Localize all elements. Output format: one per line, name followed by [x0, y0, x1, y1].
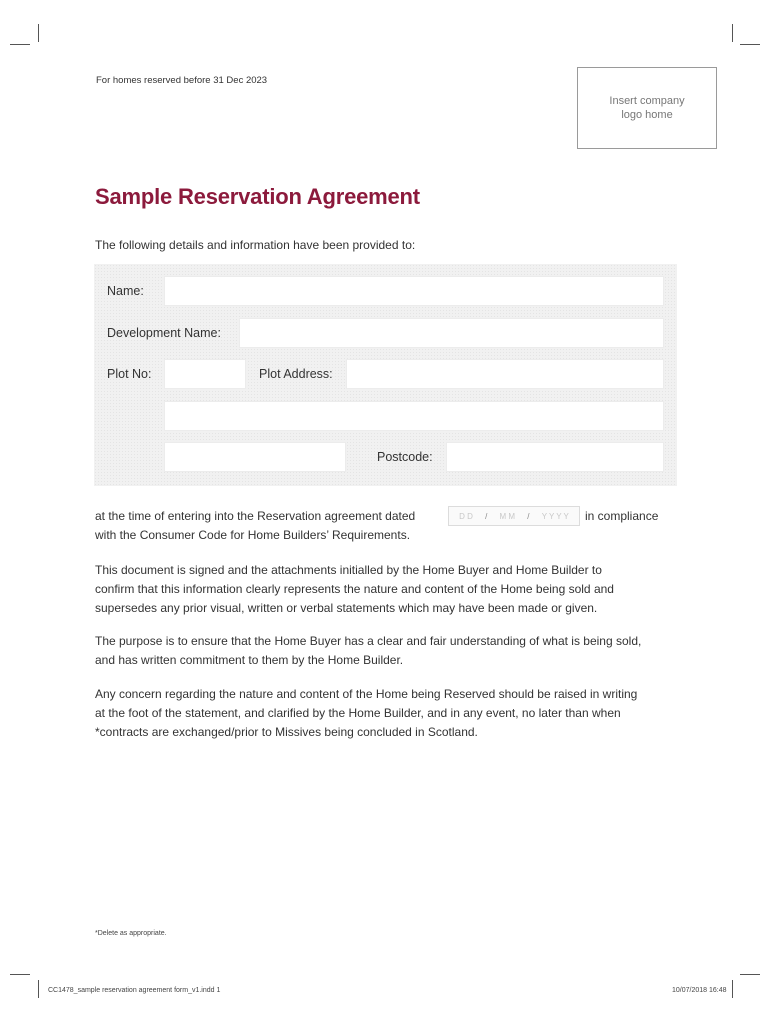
paragraph-1-line3: supersedes any prior visual, written or verbal statements which may have been made or given. — [95, 601, 598, 615]
plot-address-line1-field[interactable] — [346, 359, 664, 389]
date-separator: / — [485, 511, 488, 521]
footnote: *Delete as appropriate. — [95, 930, 167, 937]
header-note: For homes reserved before 31 Dec 2023 — [96, 75, 268, 86]
plot-address-line2-field[interactable] — [164, 401, 664, 431]
logo-placeholder — [577, 67, 717, 149]
paragraph-1-line2: confirm that this information clearly represents the nature and content of the Home being sold and — [95, 582, 614, 596]
crop-mark — [38, 980, 39, 998]
paragraph-3-line2: at the foot of the statement, and clarified by the Home Builder, and in any event, no later than when — [95, 706, 621, 720]
development-name-label: Development Name: — [107, 326, 221, 340]
name-label: Name: — [107, 284, 144, 298]
crop-mark — [38, 24, 39, 42]
intro-text: The following details and information have been provided to: — [95, 238, 416, 252]
date-sentence-line1-end: in compliance — [585, 509, 659, 523]
development-name-field[interactable] — [239, 318, 664, 348]
logo-placeholder-line1: Insert company — [609, 95, 685, 107]
print-slug-timestamp: 10/07/2018 16:48 — [672, 987, 727, 994]
logo-placeholder-line2: logo home — [621, 109, 673, 121]
date-separator: / — [527, 511, 530, 521]
plot-address-line3-field[interactable] — [164, 442, 346, 472]
plot-no-field[interactable] — [164, 359, 246, 389]
date-month-placeholder: M M — [499, 511, 516, 521]
paragraph-3-line3: *contracts are exchanged/prior to Missives being concluded in Scotland. — [95, 725, 478, 739]
crop-mark — [10, 44, 30, 45]
date-sentence-line2: with the Consumer Code for Home Builders’ Requirements. — [95, 528, 411, 542]
name-field[interactable] — [164, 276, 664, 306]
postcode-label: Postcode: — [377, 450, 433, 464]
date-day-placeholder: D D — [459, 511, 473, 521]
reservation-date-field[interactable] — [448, 506, 580, 526]
crop-mark — [732, 24, 733, 42]
plot-address-label: Plot Address: — [259, 367, 333, 381]
crop-mark — [732, 980, 733, 998]
crop-mark — [740, 974, 760, 975]
date-year-placeholder: Y Y Y Y — [541, 511, 569, 521]
paragraph-3-line1: Any concern regarding the nature and content of the Home being Reserved should be raised in writing — [95, 687, 638, 701]
crop-mark — [740, 44, 760, 45]
postcode-field[interactable] — [446, 442, 664, 472]
crop-mark — [10, 974, 30, 975]
print-slug-filename: CC1478_sample reservation agreement form_v1.indd 1 — [48, 987, 221, 994]
paragraph-2-line2: and has written commitment to them by the Home Builder. — [95, 653, 404, 667]
details-form — [94, 264, 677, 486]
paragraph-2-line1: The purpose is to ensure that the Home Buyer has a clear and fair understanding of what is being sold, — [95, 634, 642, 648]
page-title: Sample Reservation Agreement — [95, 184, 420, 209]
plot-no-label: Plot No: — [107, 367, 152, 381]
date-sentence-line1-start: at the time of entering into the Reservation agreement dated — [95, 509, 416, 523]
paragraph-1-line1: This document is signed and the attachments initialled by the Home Buyer and Home Builder to — [95, 563, 602, 577]
